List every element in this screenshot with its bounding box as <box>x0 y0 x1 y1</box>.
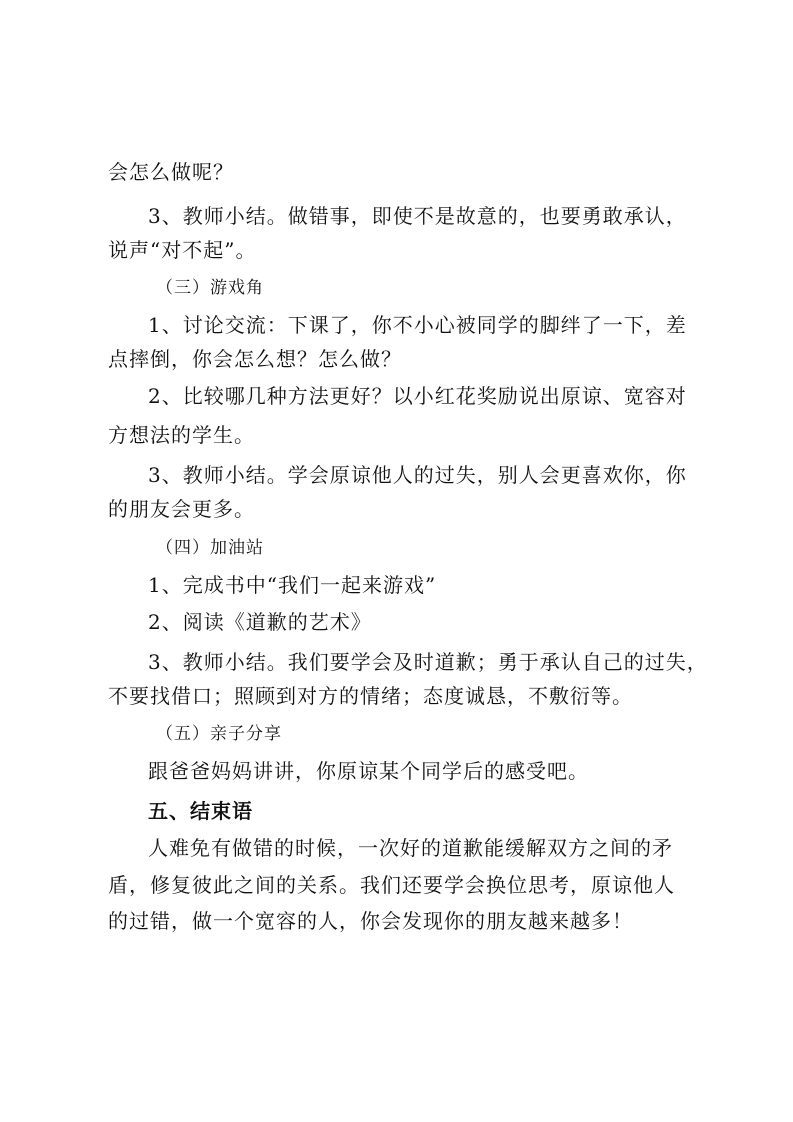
text-line: 跟爸爸妈妈讲讲，你原谅某个同学后的感受吧。 <box>148 759 589 783</box>
text-line: 的朋友会更多。 <box>108 497 255 521</box>
text-line: 2、比较哪几种方法更好？以小红花奖励说出原谅、宽容对 <box>148 384 687 408</box>
text-line: 点摔倒，你会怎么想？怎么做？ <box>108 347 402 371</box>
text-line: 2、阅读《道歉的艺术》 <box>148 610 372 634</box>
text-line: 人难免有做错的时候，一次好的道歉能缓解双方之间的矛 <box>148 836 673 860</box>
text-line: 说声“对不起”。 <box>108 238 257 262</box>
text-line: 3、教师小结。我们要学会及时道歉；勇于承认自己的过失， <box>148 650 708 674</box>
section-heading: 五、结束语 <box>148 799 253 823</box>
text-line: 的过错，做一个宽容的人，你会发现你的朋友越来越多！ <box>108 909 633 933</box>
section-heading: （五）亲子分享 <box>156 724 282 744</box>
text-line: 盾，修复彼此之间的关系。我们还要学会换位思考，原谅他人 <box>108 873 675 897</box>
text-line: 3、教师小结。做错事，即使不是故意的，也要勇敢承认， <box>148 204 687 228</box>
text-line: 方想法的学生。 <box>108 423 255 447</box>
text-line: 不要找借口；照顾到对方的情绪；态度诚恳，不敷衍等。 <box>108 684 633 708</box>
text-line: 3、教师小结。学会原谅他人的过失，别人会更喜欢你，你 <box>148 463 687 487</box>
section-heading: （三）游戏角 <box>156 278 264 298</box>
text-line: 会怎么做呢？ <box>108 160 234 184</box>
text-line: 1、讨论交流：下课了，你不小心被同学的脚绊了一下，差 <box>148 313 687 337</box>
section-heading: （四）加油站 <box>156 538 264 558</box>
text-line: 1、完成书中“我们一起来游戏” <box>148 573 437 597</box>
